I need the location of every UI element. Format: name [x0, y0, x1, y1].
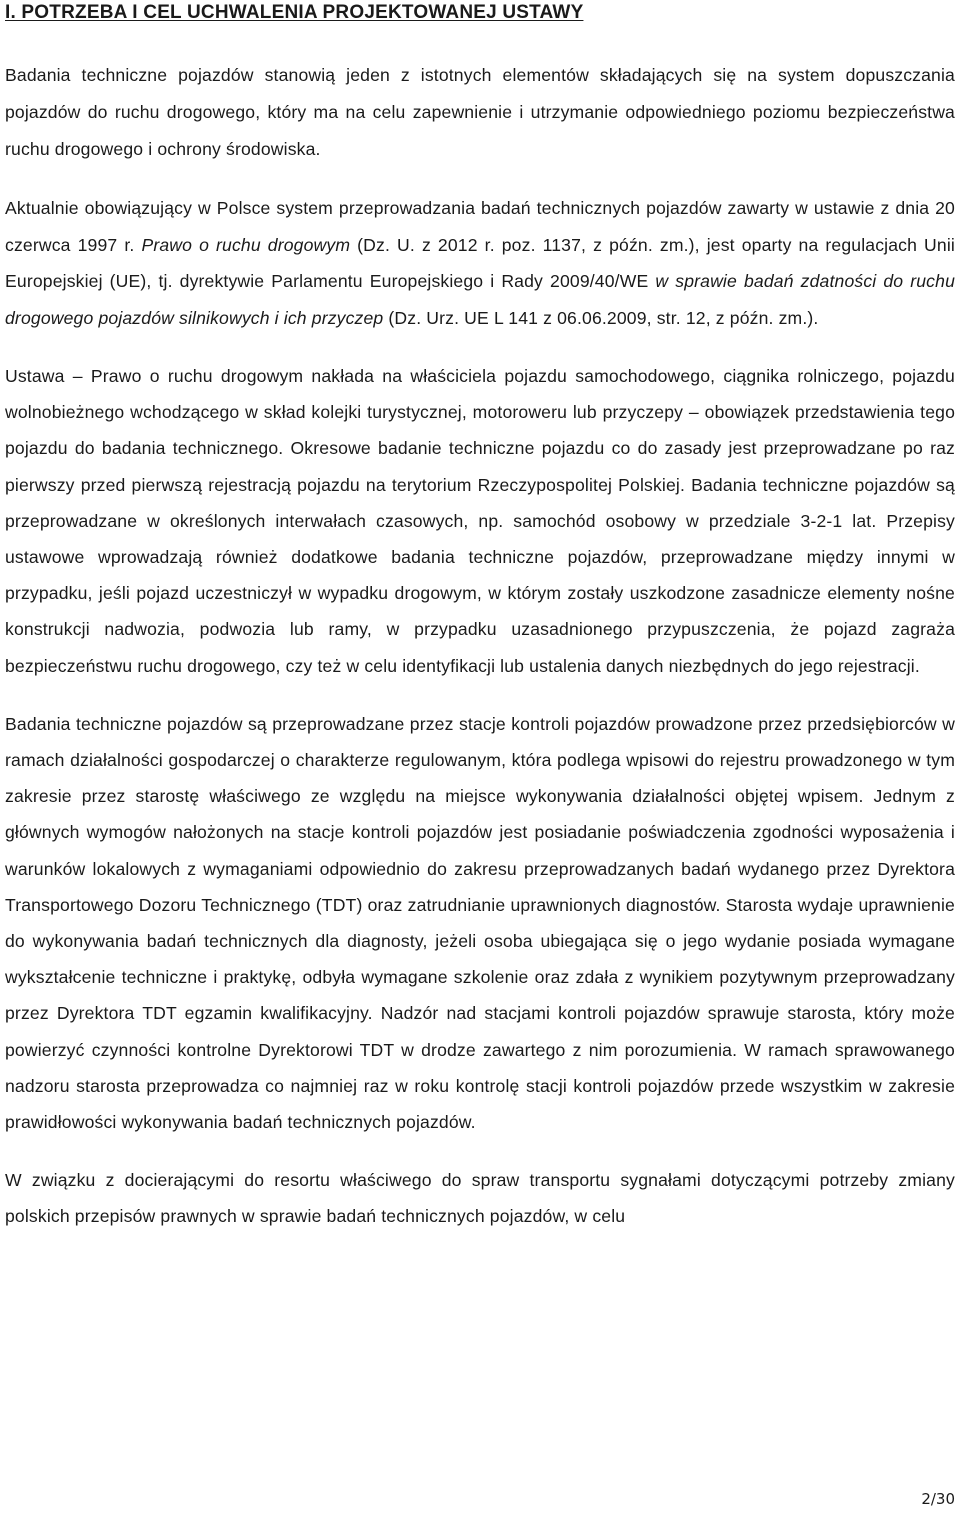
document-page — [5, 0, 955, 1234]
paragraph-3: Ustawa – Prawo o ruchu drogowym nakłada na właściciela pojazdu samochodowego, ciągnika rolniczego, pojazdu wolnobieżnego wchodzącego w skład kolejki turystycznej, motoroweru lub przyczepy – obowiązek przedstawienia tego pojazdu do badania technicznego. Okresowe badanie techniczne pojazdu co do zasady jest przeprowadzane po raz pierwszy przed pierwszą rejestracją pojazdu na terytorium Rzeczypospolitej Polskiej. Badania techniczne pojazdów są przeprowadzane w określonych interwałach czasowych, np. samochód osobowy w przedziale 3-2-1 lat. Przepisy ustawowe wprowadzają również dodatkowe badania techniczne pojazdów, przeprowadzane między innymi w przypadku, jeśli pojazd uczestniczył w wypadku drogowym, w którym zostały uszkodzone zasadnicze elementy nośne konstrukcji nadwozia, podwozia lub ramy, w przypadku uzasadnionego przypuszczenia, że pojazd zagraża bezpieczeństwu ruchu drogowego, czy też w celu identyfikacji lub ustalenia danych niezbędnych do jego rejestracji. — [5, 366, 955, 676]
paragraph-2-text-e: (Dz. Urz. UE L 141 z 06.06.2009, str. 12, z późn. zm.). — [383, 307, 819, 328]
page-number: 2/30 — [921, 1490, 955, 1508]
section-heading: I. POTRZEBA I CEL UCHWALENIA PROJEKTOWANEJ USTAWY — [5, 2, 584, 23]
paragraph-4: Badania techniczne pojazdów są przeprowadzane przez stacje kontroli pojazdów prowadzone przez przedsiębiorców w ramach działalności gospodarczej o charakterze regulowanym, która podlega wpisowi do rejestru prowadzonego w tym zakresie przez starostę właściwego ze względu na miejsce wykonywania działalności objętej wpisem. Jednym z głównych wymogów nałożonych na stacje kontroli pojazdów jest posiadanie poświadczenia zgodności wyposażenia i warunków lokalowych z wymaganiami odpowiednio do zakresu przeprowadzanych badań wydanego przez Dyrektora Transportowego Dozoru Technicznego (TDT) oraz zatrudnianie uprawnionych diagnostów. Starosta wydaje uprawnienie do wykonywania badań technicznych dla diagnosty, jeżeli osoba ubiegająca się o jego wydanie posiada wymagane wykształcenie techniczne i praktykę, odbyła wymagane szkolenie oraz zdała z wynikiem pozytywnym przeprowadzany przez Dyrektora TDT egzamin kwalifikacyjny. Nadzór nad stacjami kontroli pojazdów sprawuje starosta, który może powierzyć czynności kontrolne Dyrektorowi TDT w drodze zawartego z nim porozumienia. W ramach sprawowanego nadzoru starosta przeprowadza co najmniej raz w roku kontrolę stacji kontroli pojazdów przede wszystkim w zakresie prawidłowości wykonywania badań technicznych pojazdów. — [5, 713, 955, 1133]
paragraph-2-text-a: Aktualnie obowiązujący w Polsce system przeprowadzania badań technicznych pojazdów zawarty w ustawie z dnia 20 czerwca 1997 r. — [5, 198, 955, 255]
paragraph-5: W związku z docierającymi do resortu właściwego do spraw transportu sygnałami dotyczącymi potrzeby zmiany polskich przepisów prawnych w sprawie badań technicznych pojazdów, w celu — [5, 1170, 955, 1227]
paragraph-1: Badania techniczne pojazdów stanowią jeden z istotnych elementów składających się na system dopuszczania pojazdów do ruchu drogowego, który ma na celu zapewnienie i utrzymanie odpowiedniego poziomu bezpieczeństwa ruchu drogowego i ochrony środowiska. — [5, 65, 955, 159]
paragraph-2 — [5, 190, 955, 336]
act-title-italic: Prawo o ruchu drogowym — [141, 234, 351, 255]
directive-title-italic: w sprawie badań zdatności do ruchu drogowego pojazdów silnikowych i ich przyczep — [5, 271, 956, 328]
paragraph-2-text-c: (Dz. U. z 2012 r. poz. 1137, z późn. zm.), jest oparty na regulacjach Unii Europejskiej (UE), tj. dyrektywie Parlamentu Europejskiego i Rady 2009/40/WE — [5, 234, 955, 291]
